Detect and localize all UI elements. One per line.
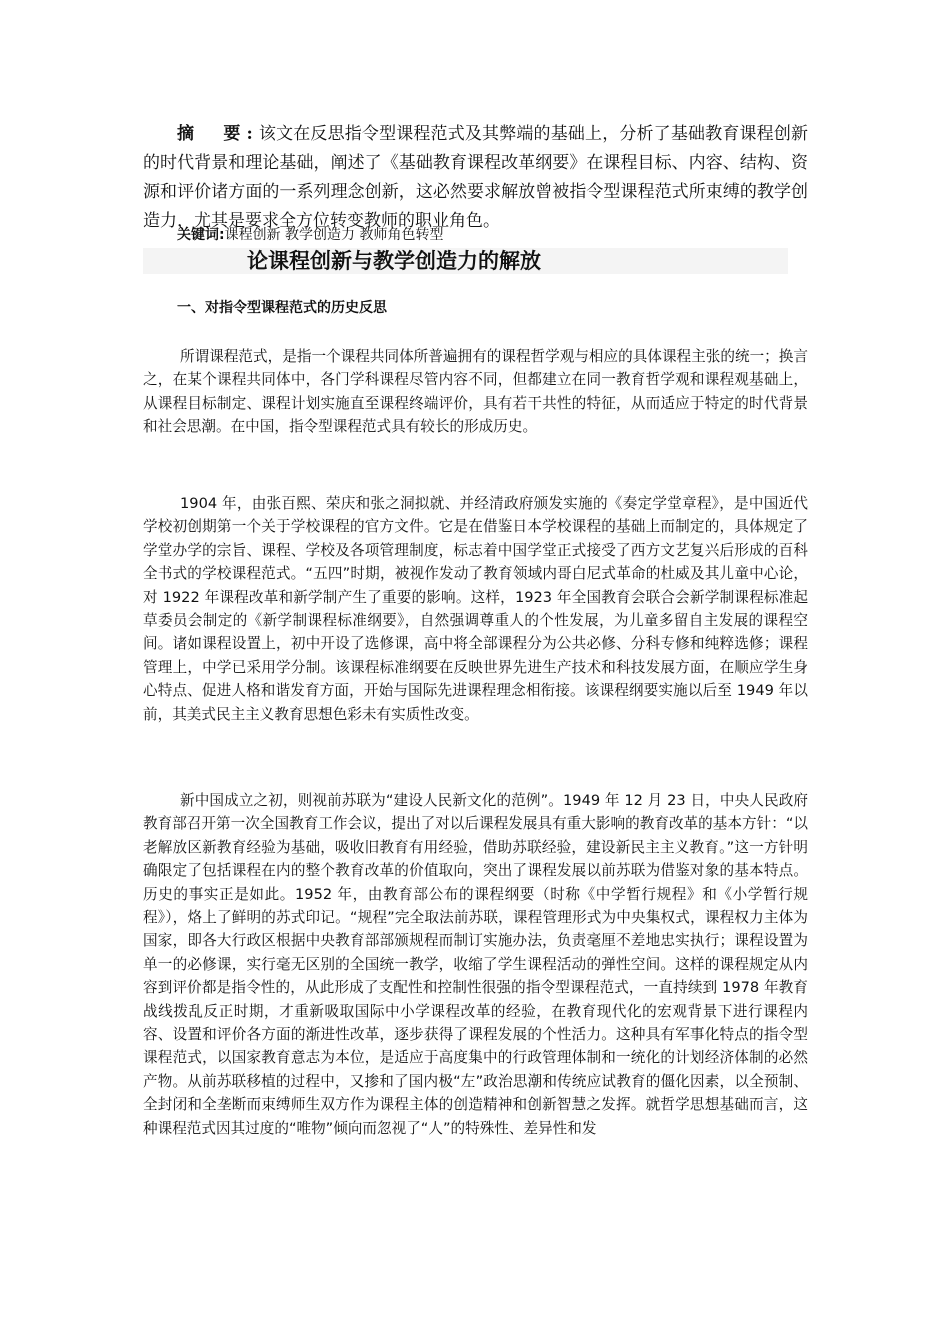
- article-title: 论课程创新与教学创造力的解放: [247, 249, 541, 273]
- abstract-label: 摘 要:: [177, 124, 259, 144]
- section-heading: 一、对指令型课程范式的历史反思: [177, 300, 387, 316]
- body-paragraph-1: 所谓课程范式，是指一个课程共同体所普遍拥有的课程哲学观与相应的具体课程主张的统一；换言之，在某个课程共同体中，各门学科课程尽管内容不同，但都建立在同一教育哲学观和课程观基础上，从课程目标制定、课程计划实施直至课程终端评价，具有若干共性的特征，从而适应于特定的时代背景和社会思潮。在中国，指令型课程范式具有较长的形成历史。: [143, 348, 808, 436]
- body-paragraph-2: 1904 年，由张百熙、荣庆和张之洞拟就、并经清政府颁发实施的《奏定学堂章程》，是中国近代学校初创期第一个关于学校课程的官方文件。它是在借鉴日本学校课程的基础上而制定的，具体规定了学堂办学的宗旨、课程、学校及各项管理制度，标志着中国学堂正式接受了西方文艺复兴后形成的百科全书式的学校课程范式。“五四”时期，被视作发动了教育领域内哥白尼式革命的杜威及其儿童中心论，对 1922 年课程改革和新学制产生了重要的影响。这样，1923 年全国教育会联合会新学制课程标准起草委员会制定的《新学制课程标准纲要》，自然强调尊重人的个性发展，为儿童多留自主发展的课程空间。诸如课程设置上，初中开设了选修课，高中将全部课程分为公共必修、分科专修和纯粹选修；课程管理上，中学已采用学分制。该课程标准纲要在反映世界先进生产技术和科技发展方面，在顺应学生身心特点、促进人格和谐发育方面，开始与国际先进课程理念相衔接。该课程纲要实施以后至 1949 年以前，其美式民主主义教育思想色彩未有实质性改变。: [143, 495, 808, 723]
- keywords: [177, 224, 444, 246]
- abstract-text: 该文在反思指令型课程范式及其弊端的基础上，分析了基础教育课程创新的时代背景和理论基础，阐述了《基础教育课程改革纲要》在课程目标、内容、结构、资源和评价诸方面的一系列理念创新，这必然要求解放曾被指令型课程范式所束缚的教学创造力，尤其是要求全方位转变教师的职业角色。: [143, 124, 808, 231]
- keywords-label: 关键词:: [177, 227, 225, 243]
- body-paragraph-3: 新中国成立之初，则视前苏联为“建设人民新文化的范例”。1949 年 12 月 23 日，中央人民政府教育部召开第一次全国教育工作会议，提出了对以后课程发展具有重大影响的教育改革的基本方针：“以老解放区新教育经验为基础，吸收旧教育有用经验，借助苏联经验，建设新民主主义教育。”这一方针明确限定了包括课程在内的整个教育改革的价值取向，突出了课程发展以前苏联为借鉴对象的基本特点。历史的事实正是如此。1952 年，由教育部公布的课程纲要（时称《中学暂行规程》和《小学暂行规程》），烙上了鲜明的苏式印记。“规程”完全取法前苏联，课程管理形式为中央集权式，课程权力主体为国家，即各大行政区根据中央教育部部颁规程而制订实施办法，负责毫厘不差地忠实执行；课程设置为单一的必修课，实行毫无区别的全国统一教学，收缩了学生课程活动的弹性空间。这样的课程规定从内容到评价都是指令性的，从此形成了支配性和控制性很强的指令型课程范式，一直持续到 1978 年教育战线拨乱反正时期，才重新吸取国际中小学课程改革的经验，在教育现代化的宏观背景下进行课程内容、设置和评价各方面的渐进性改革，逐步获得了课程发展的个性活力。这种具有军事化特点的指令型课程范式，以国家教育意志为本位，是适应于高度集中的行政管理体制和一统化的计划经济体制的必然产物。从前苏联移植的过程中，又掺和了国内极“左”政治思潮和传统应试教育的僵化因素，以全预制、全封闭和全垄断而束缚师生双方作为课程主体的创造精神和创新智慧之发挥。就哲学思想基础而言，这种课程范式因其过度的“唯物”倾向而忽视了“人”的特殊性、差异性和发: [143, 792, 808, 1137]
- keywords-text: 课程创新 教学创造力 教师角色转型: [224, 227, 444, 243]
- abstract: [143, 120, 808, 236]
